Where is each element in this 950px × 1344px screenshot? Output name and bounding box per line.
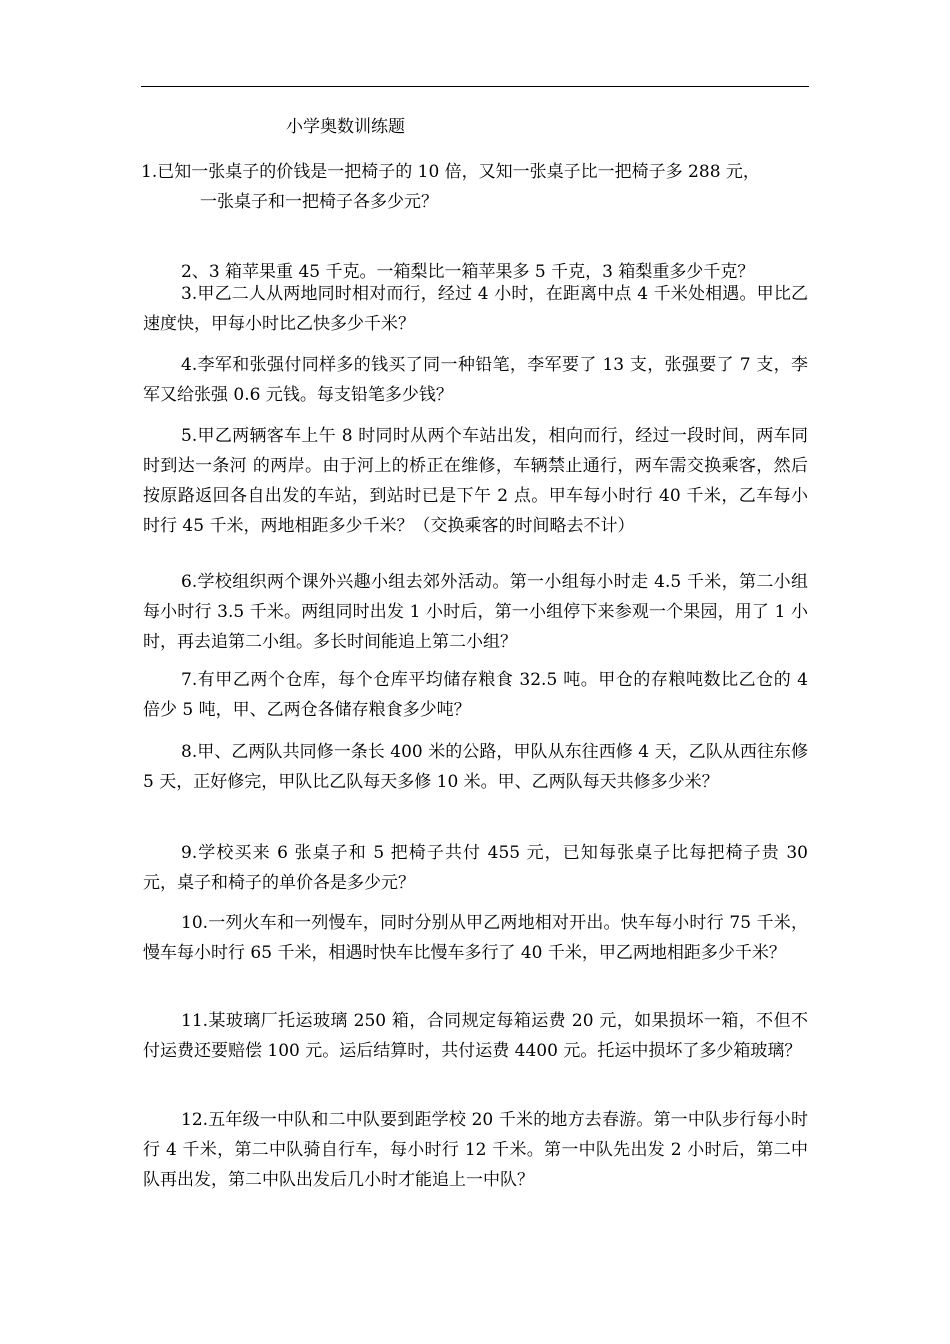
problem-8: 8.甲、乙两队共同修一条长 400 米的公路，甲队从东往西修 4 天，乙队从西往东修 5 天，正好修完，甲队比乙队每天多修 10 米。甲、乙两队每天共修多少米？ [143,742,808,792]
problem-9: 9.学校买来 6 张桌子和 5 把椅子共付 455 元，已知每张桌子比每把椅子贵 30 元，桌子和椅子的单价各是多少元？ [143,843,808,893]
problem-11: 11.某玻璃厂托运玻璃 250 箱，合同规定每箱运费 20 元，如果损坏一箱，不但不付运费还要赔偿 100 元。运后结算时，共付运费 4400 元。托运中损坏了多少箱玻璃？ [143,1011,808,1061]
problem-1-line-1: 1.已知一张桌子的价钱是一把椅子的 10 倍，又知一张桌子比一把椅子多 288 元， [141,162,760,182]
problem-12: 12.五年级一中队和二中队要到距学校 20 千米的地方去春游。第一中队步行每小时行 4 千米，第二中队骑自行车，每小时行 12 千米。第一中队先出发 2 小时后，第二中队再出发，第二中队出发后几小时才能追上一中队？ [143,1110,808,1190]
problem-7: 7.有甲乙两个仓库，每个仓库平均储存粮食 32.5 吨。甲仓的存粮吨数比乙仓的 4 倍少 5 吨，甲、乙两仓各储存粮食多少吨？ [143,670,808,720]
page-title: 小学奥数训练题 [286,117,405,137]
problem-5: 5.甲乙两辆客车上午 8 时同时从两个车站出发，相向而行，经过一段时间，两车同时到达一条河 的两岸。由于河上的桥正在维修，车辆禁止通行，两车需交换乘客，然后按原路返回各自出发的车站，到站时已是下午 2 点。甲车每小时行 40 千米，乙车每小时行 45 千米，两地相距多少千米？（交换乘客的时间略去不计） [143,426,808,536]
problem-6: 6.学校组织两个课外兴趣小组去郊外活动。第一小组每小时走 4.5 千米，第二小组每小时行 3.5 千米。两组同时出发 1 小时后，第一小组停下来参观一个果园，用了 1 小时，再去追第二小组。多长时间能追上第二小组？ [143,572,808,652]
problem-2: 2、3 箱苹果重 45 千克。一箱梨比一箱苹果多 5 千克，3 箱梨重多少千克？ [181,262,755,282]
problem-3: 3.甲乙二人从两地同时相对而行，经过 4 小时，在距离中点 4 千米处相遇。甲比乙速度快，甲每小时比乙快多少千米？ [143,284,808,334]
problem-1-line-2: 一张桌子和一把椅子各多少元？ [200,192,438,212]
problem-4: 4.李军和张强付同样多的钱买了同一种铅笔，李军要了 13 支，张强要了 7 支，李军又给张强 0.6 元钱。每支铅笔多少钱？ [143,355,808,405]
header-rule [141,86,809,87]
problem-1 [143,157,808,217]
problem-10: 10.一列火车和一列慢车，同时分别从甲乙两地相对开出。快车每小时行 75 千米，慢车每小时行 65 千米，相遇时快车比慢车多行了 40 千米，甲乙两地相距多少千米？ [143,913,808,963]
